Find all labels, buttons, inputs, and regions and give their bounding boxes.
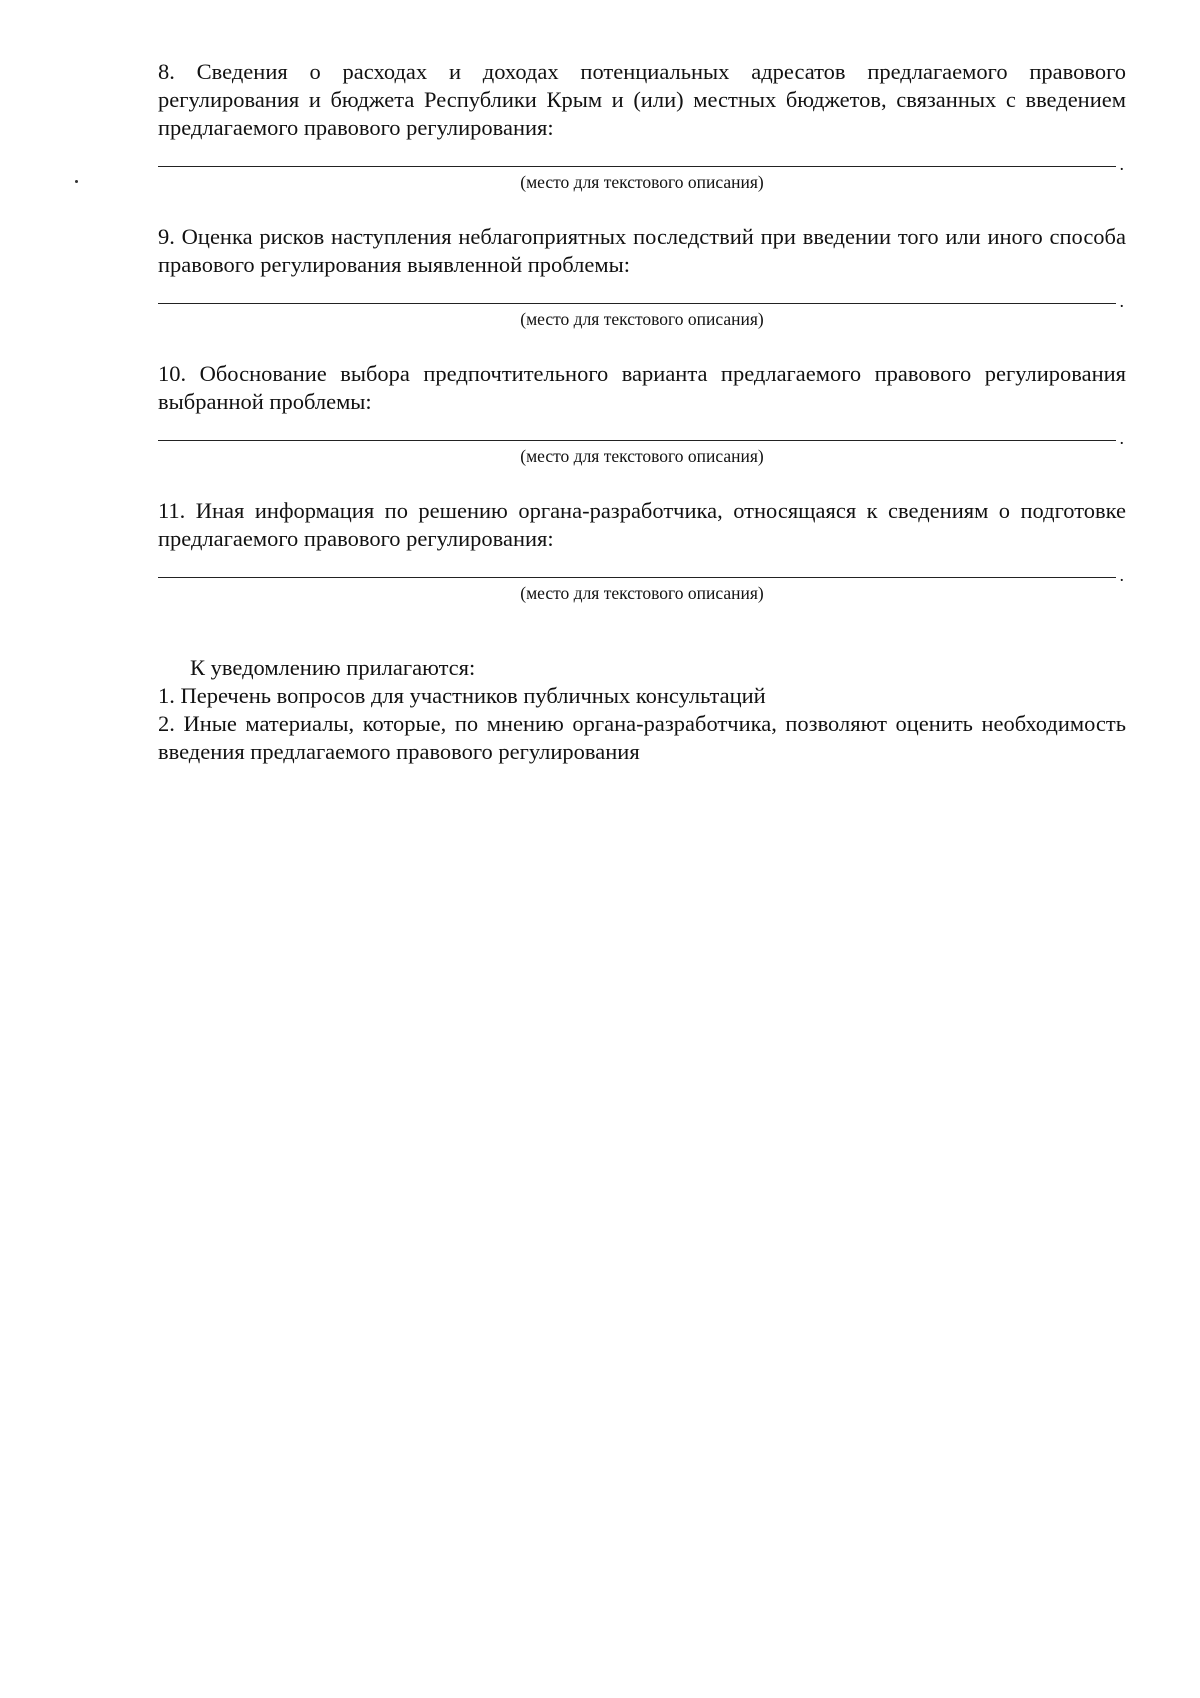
section-9-text: 9. Оценка рисков наступления неблагоприятных последствий при введении того или иного способа правового регулирования выявленной проблемы: xyxy=(158,224,1126,277)
section-10 xyxy=(158,360,1126,467)
attachment-item-2: 2. Иные материалы, которые, по мнению органа-разработчика, позволяют оценить необходимость введения предлагаемого правового регулирования xyxy=(158,711,1126,764)
section-9 xyxy=(158,223,1126,330)
section-11-fill-line: . xyxy=(158,565,1116,578)
section-10-caption: (место для текстового описания) xyxy=(520,446,764,466)
section-8-text: 8. Сведения о расходах и доходах потенциальных адресатов предлагаемого правового регулирования и бюджета Республики Крым и (или) местных бюджетов, связанных с введением предлагаемого правового регулирования: xyxy=(158,59,1126,140)
section-10-text: 10. Обоснование выбора предпочтительного варианта предлагаемого правового регулирования выбранной проблемы: xyxy=(158,361,1126,414)
section-11-caption: (место для текстового описания) xyxy=(520,583,764,603)
attachment-item-1: 1. Перечень вопросов для участников публичных консультаций xyxy=(158,683,766,708)
scan-speck xyxy=(75,180,78,183)
section-11-text: 11. Иная информация по решению органа-разработчика, относящаяся к сведениям о подготовке предлагаемого правового регулирования: xyxy=(158,498,1126,551)
section-8-fill-line: . xyxy=(158,154,1116,167)
attachments-title: К уведомлению прилагаются: xyxy=(190,655,476,680)
section-8 xyxy=(158,58,1126,193)
section-11 xyxy=(158,497,1126,604)
document-body xyxy=(158,58,1126,766)
section-10-fill-line: . xyxy=(158,428,1116,441)
section-8-caption: (место для текстового описания) xyxy=(520,172,764,192)
section-9-caption: (место для текстового описания) xyxy=(520,309,764,329)
attachments-block xyxy=(158,654,1126,766)
section-9-fill-line: . xyxy=(158,291,1116,304)
